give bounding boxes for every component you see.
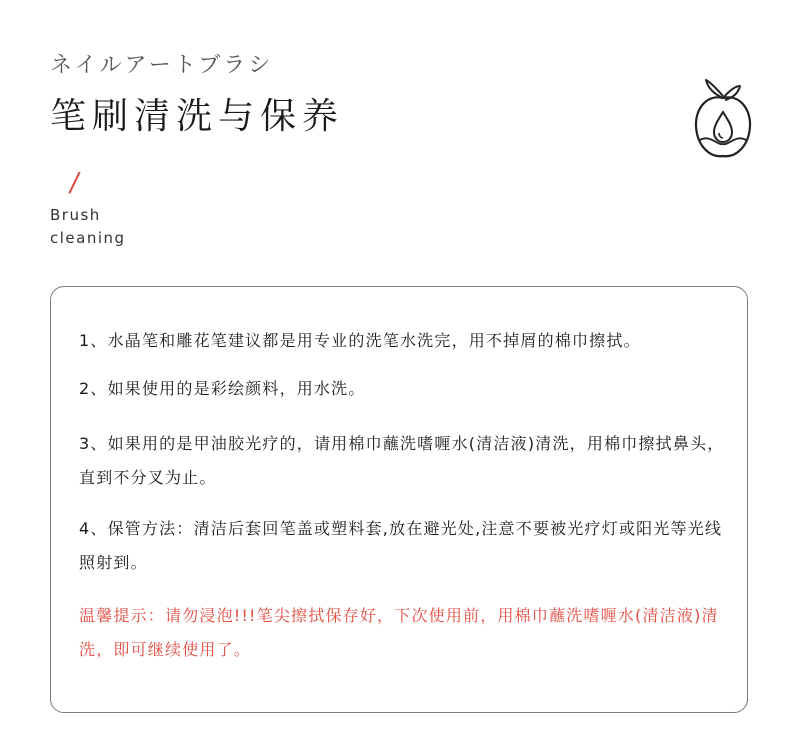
warning-note: 温馨提示：请勿浸泡!!!笔尖擦拭保存好，下次使用前，用棉巾蘸洗嗜喱水(清洁液)清洗，即可继续使用了。 <box>79 606 719 659</box>
instructions-card <box>50 286 748 713</box>
english-caption-line-1: Brush <box>50 206 101 224</box>
instruction-item-2: 2、如果使用的是彩绘颜料，用水洗。 <box>79 379 366 398</box>
english-caption-line-2: cleaning <box>50 229 126 247</box>
water-drop-fruit-icon <box>692 76 754 160</box>
instruction-item-4: 4、保管方法：清洁后套回笔盖或塑料套,放在避光处,注意不要被光疗灯或阳光等光线照射到。 <box>79 519 723 572</box>
page-title: 笔刷清洗与保养 <box>50 96 345 137</box>
accent-slash: / <box>67 168 82 198</box>
subtitle-japanese: ネイルアートブラシ <box>50 53 274 78</box>
instruction-item-3: 3、如果用的是甲油胶光疗的，请用棉巾蘸洗嗜喱水(清洁液)清洗，用棉巾擦拭鼻头，直到不分叉为止。 <box>79 434 725 487</box>
instruction-item-1: 1、水晶笔和雕花笔建议都是用专业的洗笔水洗完，用不掉屑的棉巾擦拭。 <box>79 331 641 350</box>
